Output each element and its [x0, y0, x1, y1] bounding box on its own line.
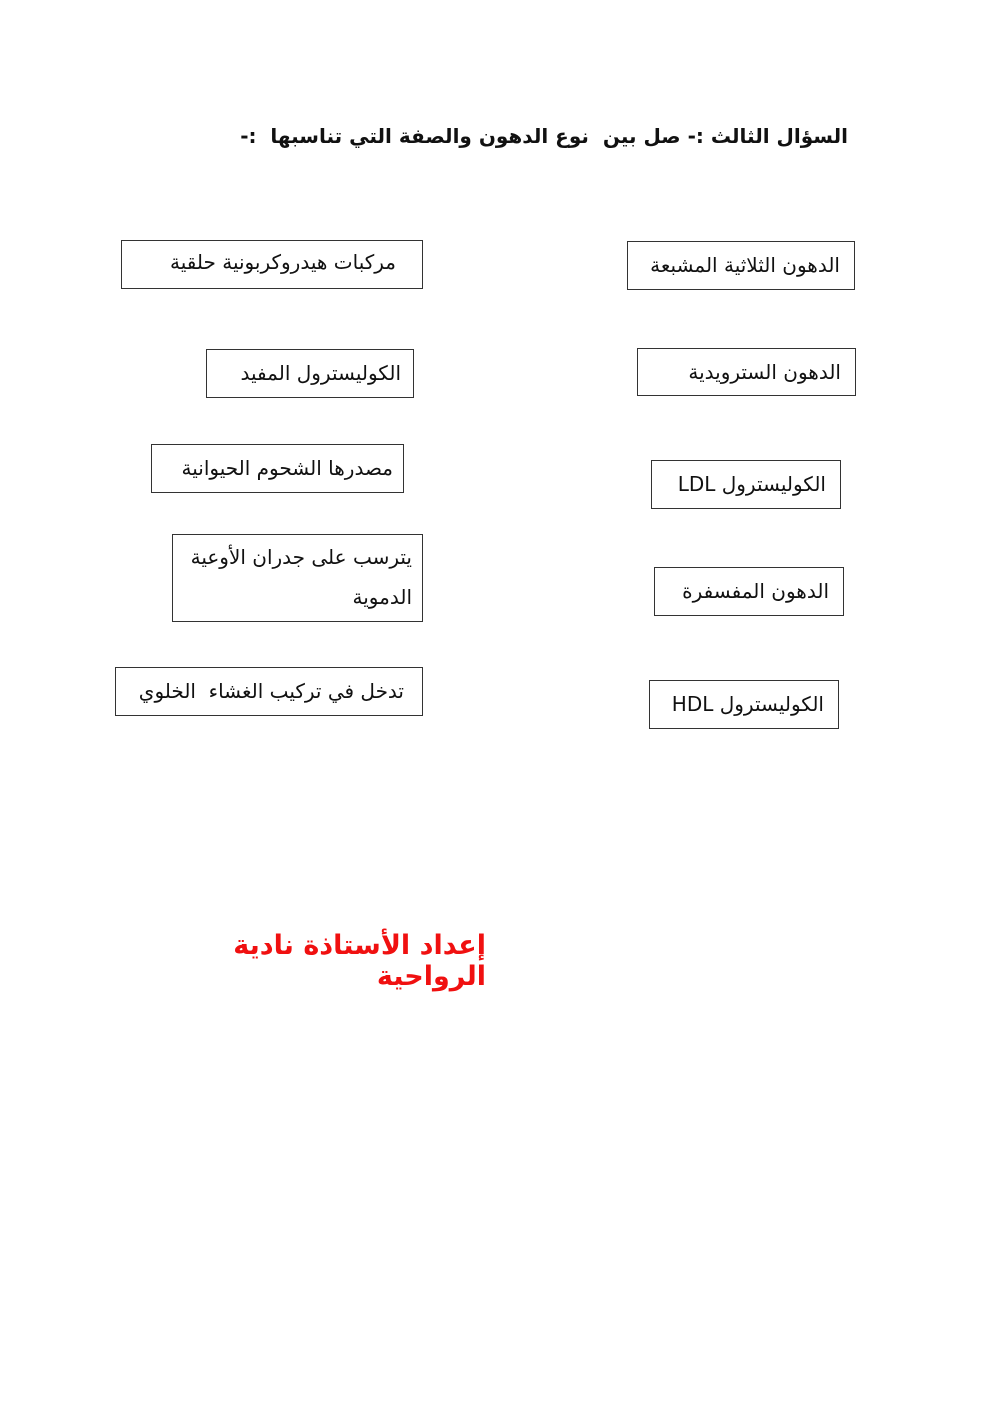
property-box-3[interactable]: مصدرها الشحوم الحيوانية [151, 444, 404, 493]
term-box-1[interactable]: الدهون الثلاثية المشبعة [627, 241, 855, 290]
question-title: السؤال الثالث :- صل بين نوع الدهون والصفة التي تناسبها :- [240, 124, 848, 148]
property-box-1[interactable]: مركبات هيدروكربونية حلقية [121, 240, 423, 289]
term-box-2[interactable]: الدهون السترويدية [637, 348, 856, 396]
property-box-4[interactable]: يترسب على جدران الأوعية الدموية [172, 534, 423, 622]
author-credit: إعداد الأستاذة نادية الرواحية [233, 930, 486, 992]
property-box-5[interactable]: تدخل في تركيب الغشاء الخلوي [115, 667, 423, 716]
term-box-4[interactable]: الدهون المفسفرة [654, 567, 844, 616]
term-box-5[interactable]: الكوليسترول HDL [649, 680, 839, 729]
property-box-2[interactable]: الكوليسترول المفيد [206, 349, 414, 398]
term-box-3[interactable]: الكوليسترول LDL [651, 460, 841, 509]
